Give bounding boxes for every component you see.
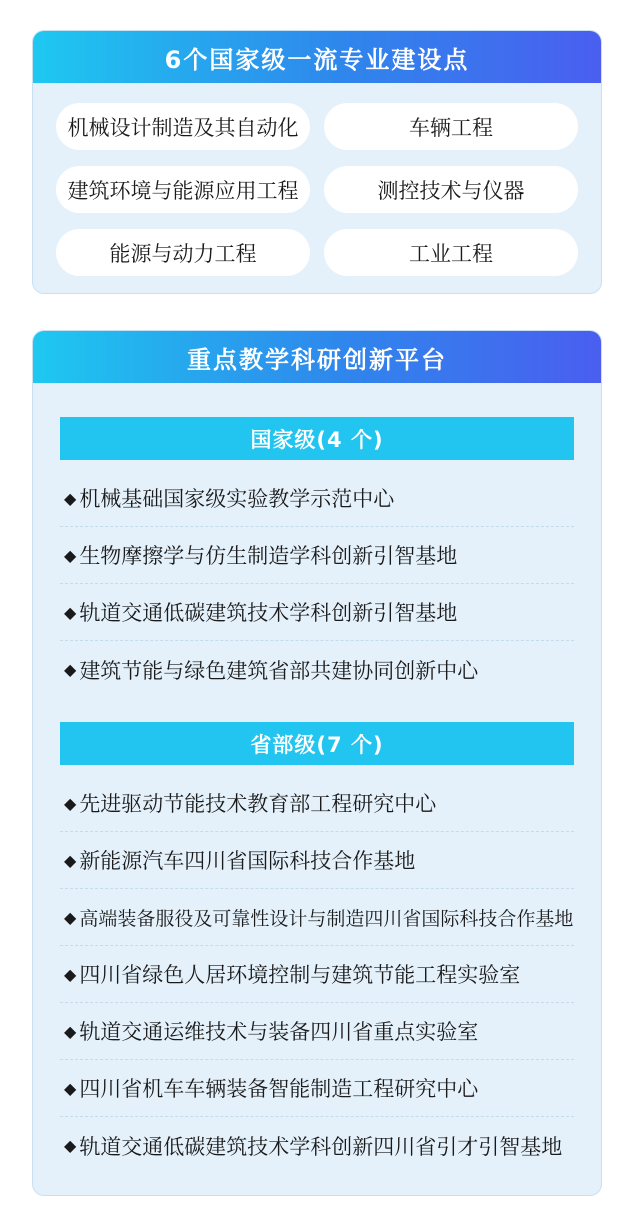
list-item bbox=[60, 527, 574, 584]
majors-grid bbox=[33, 83, 601, 276]
platform-card bbox=[32, 330, 602, 1196]
provincial-level-heading: 省部级(7 个) bbox=[60, 722, 574, 765]
list-item-label: 建筑节能与绿色建筑省部共建协同创新中心 bbox=[79, 658, 479, 683]
list-item-label: 轨道交通低碳建筑技术学科创新引智基地 bbox=[79, 601, 458, 625]
list-item bbox=[60, 775, 574, 832]
list-item-label: 轨道交通运维技术与装备四川省重点实验室 bbox=[79, 1020, 479, 1044]
list-item bbox=[60, 946, 574, 1003]
list-item-label: 四川省绿色人居环境控制与建筑节能工程实验室 bbox=[79, 963, 521, 987]
diamond-bullet-icon: ◆ bbox=[64, 1136, 77, 1155]
provincial-level-list bbox=[60, 775, 574, 1174]
diamond-bullet-icon: ◆ bbox=[64, 602, 77, 622]
diamond-bullet-icon: ◆ bbox=[64, 1021, 77, 1041]
diamond-bullet-icon: ◆ bbox=[64, 660, 77, 679]
list-item-label: 新能源汽车四川省国际科技合作基地 bbox=[79, 849, 416, 873]
majors-card bbox=[32, 30, 602, 294]
major-pill: 工业工程 bbox=[324, 229, 578, 276]
list-item bbox=[60, 1060, 574, 1117]
list-item bbox=[60, 1117, 574, 1174]
list-item bbox=[60, 889, 574, 946]
list-item bbox=[60, 470, 574, 527]
national-level-heading: 国家级(4 个) bbox=[60, 417, 574, 460]
list-item bbox=[60, 1003, 574, 1060]
list-item bbox=[60, 641, 574, 698]
diamond-bullet-icon: ◆ bbox=[64, 964, 77, 984]
majors-card-title: 6个国家级一流专业建设点 bbox=[33, 31, 601, 83]
list-item-label: 先进驱动节能技术教育部工程研究中心 bbox=[79, 792, 437, 816]
diamond-bullet-icon: ◆ bbox=[64, 1078, 77, 1098]
major-pill: 能源与动力工程 bbox=[56, 229, 310, 276]
platform-card-title: 重点教学科研创新平台 bbox=[33, 331, 601, 383]
list-item-label: 高端装备服役及可靠性设计与制造四川省国际科技合作基地 bbox=[79, 907, 574, 930]
list-item bbox=[60, 584, 574, 641]
major-pill: 建筑环境与能源应用工程 bbox=[56, 166, 310, 213]
major-pill: 测控技术与仪器 bbox=[324, 166, 578, 213]
major-pill: 车辆工程 bbox=[324, 103, 578, 150]
national-level-list bbox=[60, 470, 574, 698]
list-item-label: 四川省机车车辆装备智能制造工程研究中心 bbox=[79, 1077, 479, 1101]
diamond-bullet-icon: ◆ bbox=[64, 907, 77, 927]
list-item bbox=[60, 832, 574, 889]
major-pill: 机械设计制造及其自动化 bbox=[56, 103, 310, 150]
list-item-label: 轨道交通低碳建筑技术学科创新四川省引才引智基地 bbox=[79, 1134, 563, 1159]
diamond-bullet-icon: ◆ bbox=[64, 793, 77, 813]
diamond-bullet-icon: ◆ bbox=[64, 488, 77, 508]
list-item-label: 生物摩擦学与仿生制造学科创新引智基地 bbox=[79, 544, 458, 568]
list-item-label: 机械基础国家级实验教学示范中心 bbox=[79, 487, 395, 511]
diamond-bullet-icon: ◆ bbox=[64, 545, 77, 565]
diamond-bullet-icon: ◆ bbox=[64, 850, 77, 870]
